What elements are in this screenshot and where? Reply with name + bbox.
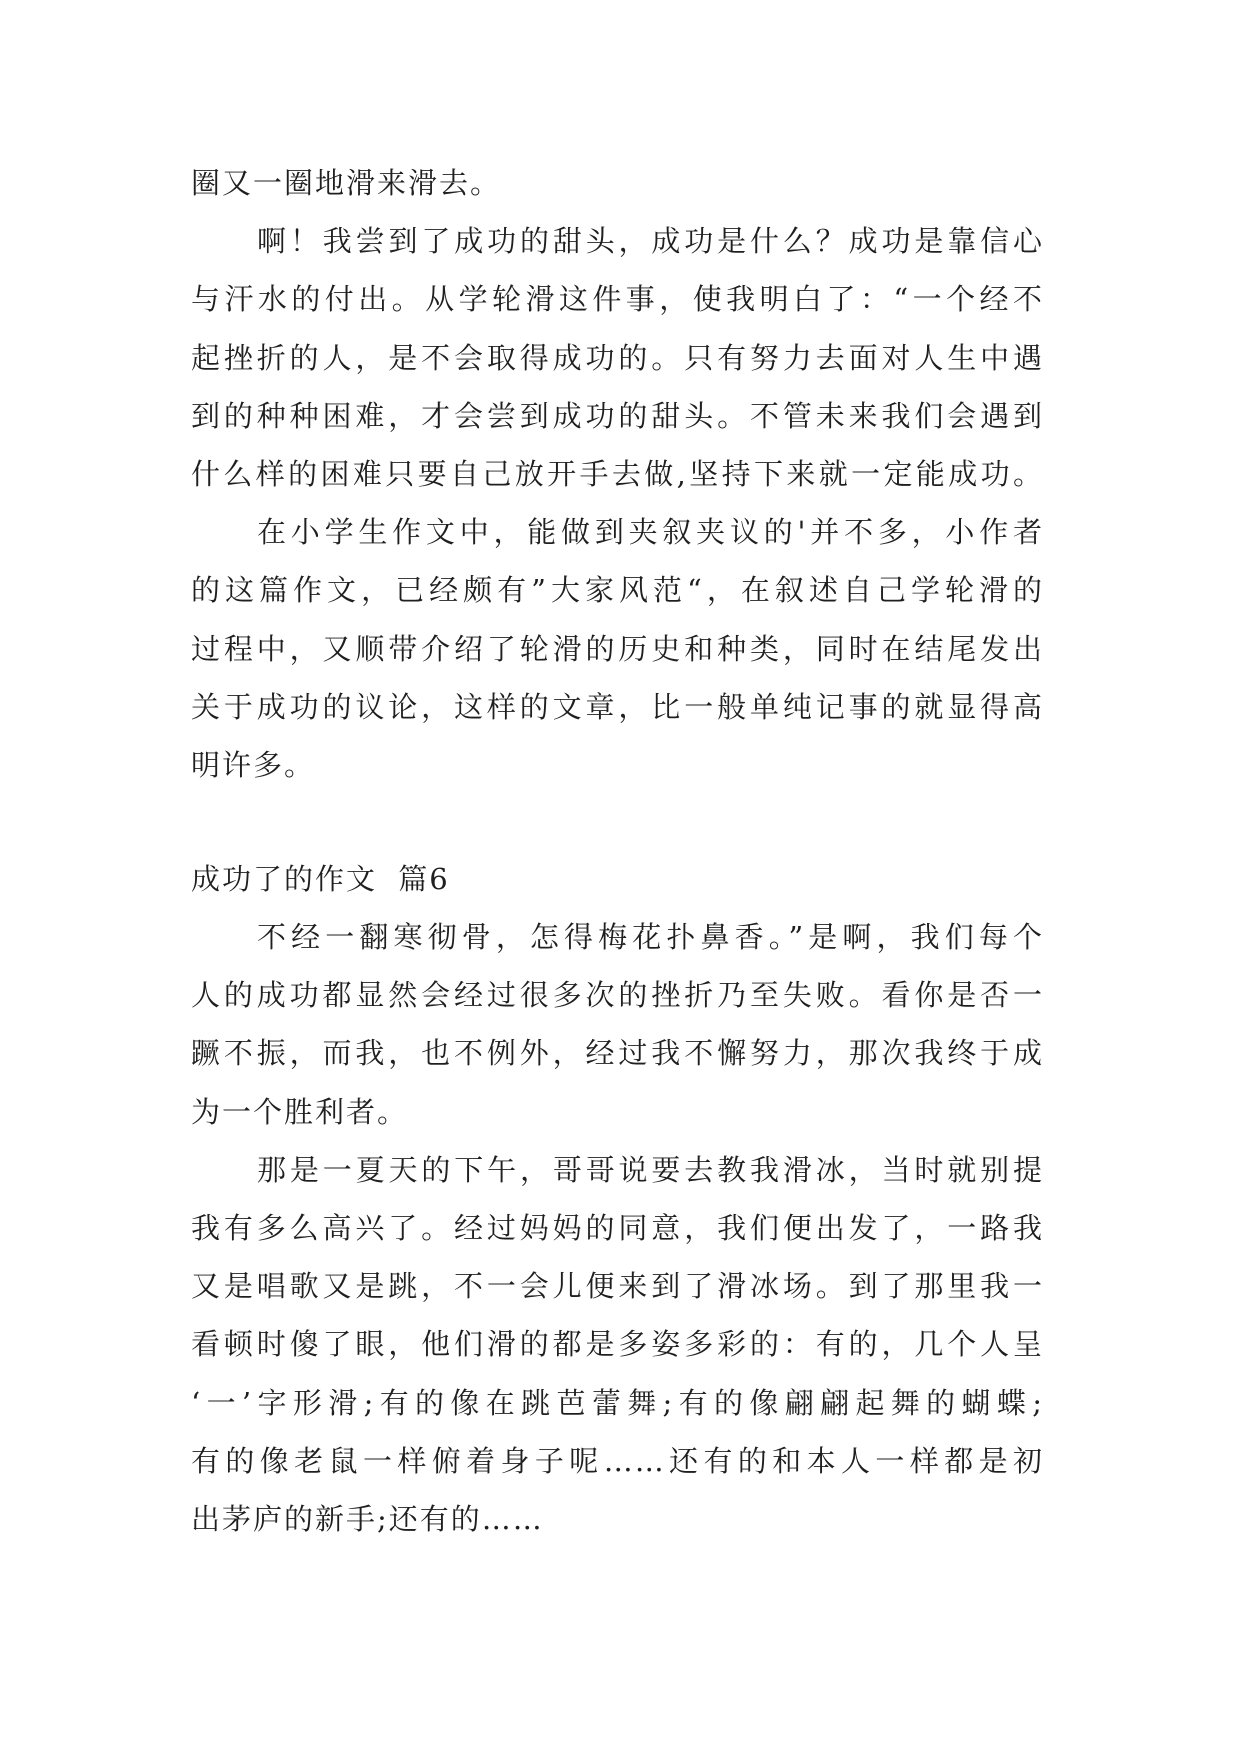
text-line: 在小学生作文中，能做到夹叙夹议的'并不多，小作者	[257, 515, 1044, 550]
paragraph	[191, 154, 1044, 212]
text-line: 出茅庐的新手;还有的……	[191, 1501, 544, 1536]
text-line: 圈又一圈地滑来滑去。	[191, 166, 502, 200]
document-body	[191, 154, 1044, 1548]
text-line: 的这篇作文，已经颇有”大家风范“，在叙述自己学轮滑的	[191, 573, 1044, 608]
text-line: 又是唱歌又是跳，不一会儿便来到了滑冰场。到了那里我一	[191, 1269, 1044, 1304]
paragraph	[191, 212, 1044, 503]
text-line: 明许多。	[191, 747, 316, 782]
paragraph	[191, 1141, 1044, 1548]
text-line: 起挫折的人，是不会取得成功的。只有努力去面对人生中遇	[191, 340, 1044, 375]
text-line: 我有多么高兴了。经过妈妈的同意，我们便出发了，一路我	[191, 1210, 1044, 1245]
text-line: 蹶不振，而我，也不例外，经过我不懈努力，那次我终于成	[191, 1036, 1044, 1071]
text-line: 为一个胜利者。	[191, 1094, 409, 1129]
text-line: 人的成功都显然会经过很多次的挫折乃至失败。看你是否一	[191, 978, 1044, 1013]
text-line: ‘一’字形滑;有的像在跳芭蕾舞;有的像翩翩起舞的蝴蝶;	[191, 1385, 1044, 1420]
text-line: 有的像老鼠一样俯着身子呢……还有的和本人一样都是初	[191, 1443, 1044, 1478]
text-line: 与汗水的付出。从学轮滑这件事，使我明白了：“一个经不	[191, 282, 1044, 317]
paragraph	[191, 503, 1044, 794]
text-line: 过程中，又顺带介绍了轮滑的历史和种类，同时在结尾发出	[191, 631, 1044, 666]
paragraph	[191, 908, 1044, 1141]
text-line: 关于成功的议论，这样的文章，比一般单纯记事的就显得高	[191, 689, 1044, 724]
text-line: 到的种种困难，才会尝到成功的甜头。不管未来我们会遇到	[191, 398, 1044, 433]
text-line: 啊！我尝到了成功的甜头，成功是什么？成功是靠信心	[257, 224, 1044, 259]
text-line: 那是一夏天的下午，哥哥说要去教我滑冰，当时就别提	[257, 1152, 1044, 1187]
text-line: 看顿时傻了眼，他们滑的都是多姿多彩的：有的，几个人呈	[191, 1327, 1044, 1362]
text-line: 什么样的困难只要自己放开手去做,坚持下来就一定能成功。	[191, 456, 1044, 491]
section-heading: 成功了的作文 篇6	[191, 861, 450, 896]
text-line: 不经一翻寒彻骨，怎得梅花扑鼻香。”是啊，我们每个	[257, 920, 1044, 955]
